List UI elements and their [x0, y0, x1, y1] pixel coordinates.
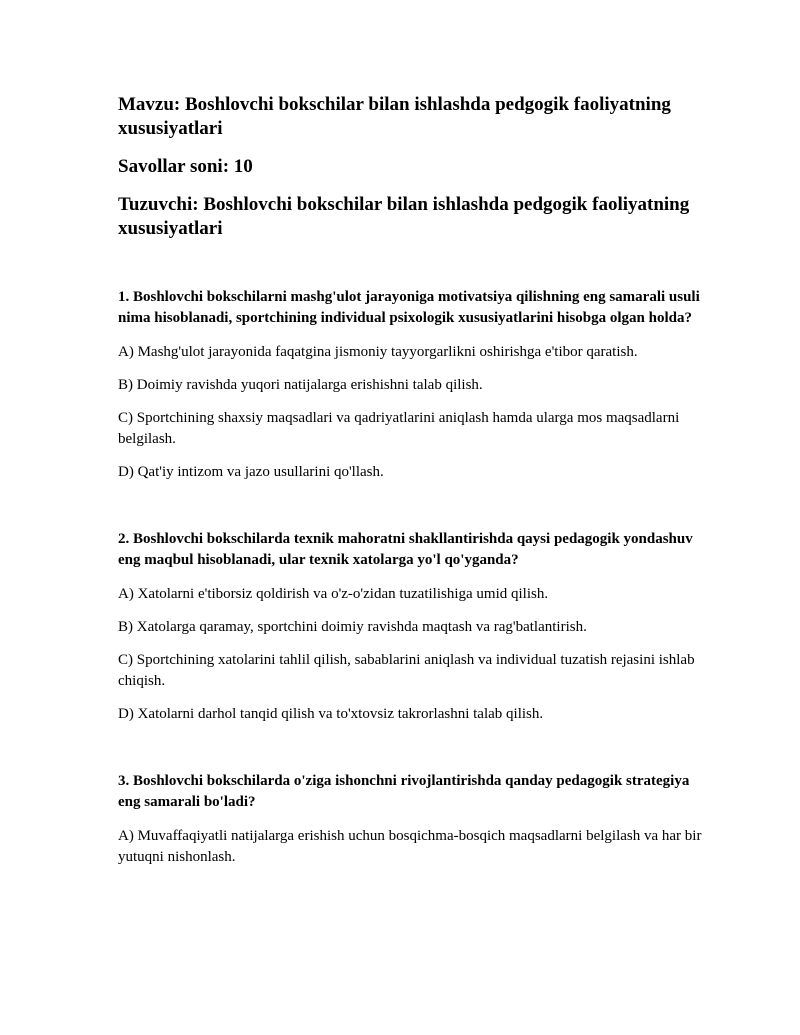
question-2-option-b: B) Xatolarga qaramay, sportchini doimiy ravishda maqtash va rag'batlantirish. [118, 619, 587, 635]
question-2 [118, 529, 705, 725]
question-1-option-d: D) Qat'iy intizom va jazo usullarini qo'llash. [118, 464, 384, 480]
question-1-option-b: B) Doimiy ravishda yuqori natijalarga erishishni talab qilish. [118, 377, 483, 393]
question-3-option-a: A) Muvaffaqiyatli natijalarga erishish uchun bosqichma-bosqich maqsadlarni belgilash va har bir yutuqni nishonlash. [118, 828, 702, 865]
author-heading: Tuzuvchi: Boshlovchi bokschilar bilan ishlashda pedgogik faoliyatning xususiyatlari [118, 194, 690, 239]
question-1 [118, 287, 705, 483]
question-1-title: 1. Boshlovchi bokschilarni mashg'ulot jarayoniga motivatsiya qilishning eng samarali usuli nima hisoblanadi, sportchining individual psixologik xususiyatlarini hisobga olgan holda? [118, 289, 700, 326]
question-2-option-d: D) Xatolarni darhol tanqid qilish va to'xtovsiz takrorlashni talab qilish. [118, 706, 544, 722]
question-3-title: 3. Boshlovchi bokschilarda o'ziga ishonchni rivojlantirishda qanday pedagogik strategiya eng samarali bo'ladi? [118, 773, 690, 810]
question-count-heading: Savollar soni: 10 [118, 156, 253, 177]
question-3 [118, 771, 705, 868]
question-2-option-c: C) Sportchining xatolarini tahlil qilish, sabablarini aniqlash va individual tuzatish rejasini ishlab chiqish. [118, 652, 695, 689]
question-1-option-c: C) Sportchining shaxsiy maqsadlari va qadriyatlarini aniqlash hamda ularga mos maqsadlarni belgilash. [118, 410, 680, 447]
topic-heading: Mavzu: Boshlovchi bokschilar bilan ishlashda pedgogik faoliyatning xususiyatlari [118, 94, 671, 139]
question-2-option-a: A) Xatolarni e'tiborsiz qoldirish va o'z-o'zidan tuzatilishiga umid qilish. [118, 586, 549, 602]
question-1-option-a: A) Mashg'ulot jarayonida faqatgina jismoniy tayyorgarlikni oshirishga e'tibor qaratish. [118, 344, 638, 360]
question-2-title: 2. Boshlovchi bokschilarda texnik mahoratni shakllantirishda qaysi pedagogik yondashuv eng maqbul hisoblanadi, ular texnik xatolarga yo'l qo'yganda? [118, 531, 693, 568]
